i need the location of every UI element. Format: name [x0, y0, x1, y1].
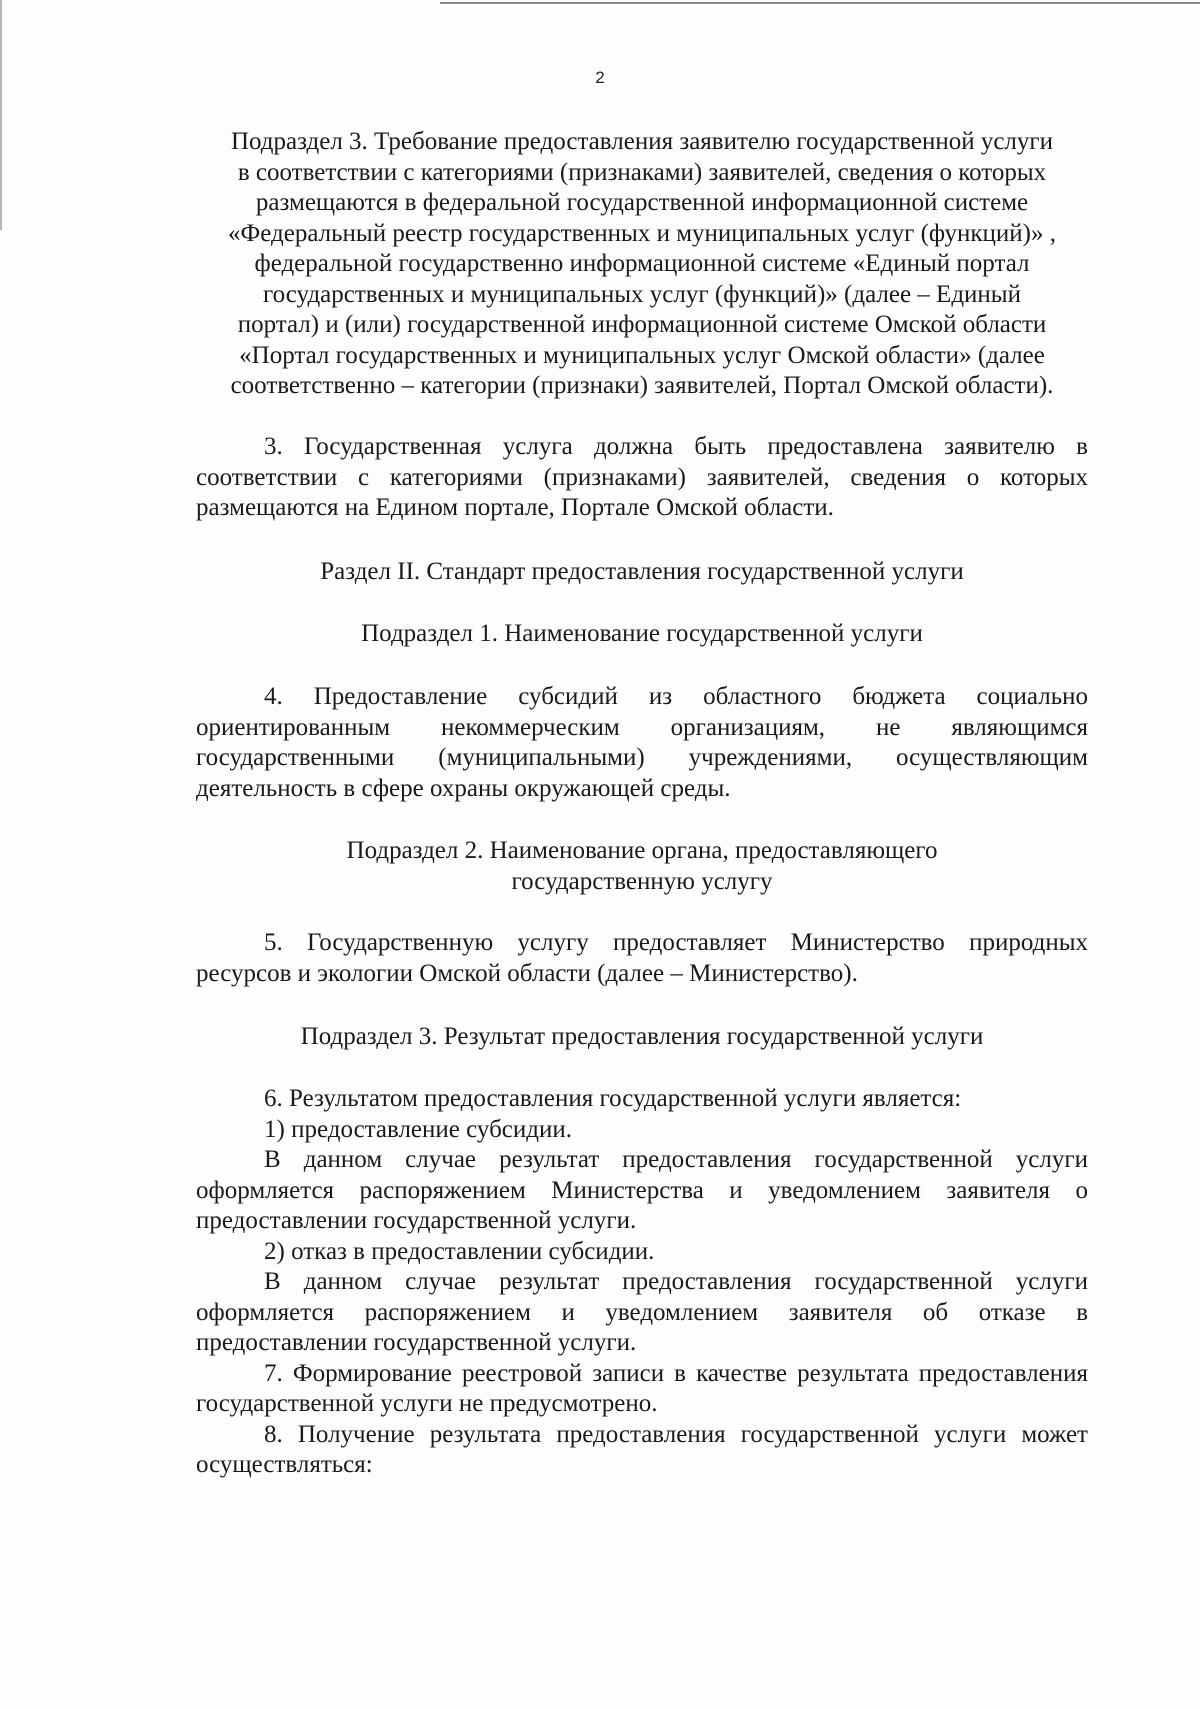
- subsection-3-result-block: [196, 1022, 1088, 1053]
- paragraph-8: 8. Получение результата предоставления государственной услуги может осуществляться:: [196, 1420, 1088, 1478]
- subsection-3-heading: [196, 127, 1088, 402]
- paragraph-3: 3. Государственная услуга должна быть предоставлена заявителю в соответствии с категориями (признаками) заявителей, сведения о которых размещаются на Едином портале, Портале Омской области.: [196, 433, 1088, 521]
- paragraph-6: 6. Результатом предоставления государственной услуги является:: [264, 1085, 962, 1112]
- paragraph-5-block: [196, 928, 1088, 989]
- subsection-2-heading: [196, 836, 1088, 897]
- paragraph-6-block: [196, 1084, 1088, 1481]
- heading-line: Подраздел 3. Требование предоставления заявителю государственной услуги: [230, 128, 1054, 155]
- page-number: 2: [595, 68, 605, 87]
- heading-line: государственных и муниципальных услуг (функций)» (далее – Единый: [263, 280, 1021, 308]
- paragraph-3-block: [196, 432, 1088, 524]
- paragraph-7: 7. Формирование реестровой записи в качестве результата предоставления государственной услуги не предусмотрено.: [196, 1359, 1088, 1417]
- heading-line: размещаются в федеральной государственной информационной системе: [255, 189, 1029, 216]
- heading-line: «Портал государственных и муниципальных услуг Омской области» (далее: [239, 341, 1045, 369]
- heading-line: федеральной государственно информационной системе «Единый портал: [254, 250, 1030, 277]
- subsection-3-result-heading: Подраздел 3. Результат предоставления государственной услуги: [300, 1023, 984, 1050]
- section-2-block: [196, 557, 1088, 588]
- heading-line: в соответствии с категориями (признаками) заявителей, сведения о которых: [237, 158, 1047, 186]
- subsection-1-heading: Подраздел 1. Наименование государственной услуги: [361, 620, 923, 647]
- paragraph-6-item-1-detail: В данном случае результат предоставления государственной услуги оформляется распоряжением Министерства и уведомлением заявителя о предоставлении государственной услуги.: [196, 1146, 1088, 1234]
- subsection-1-block: [196, 619, 1088, 650]
- heading-line: Подраздел 2. Наименование органа, предоставляющего: [346, 837, 938, 864]
- heading-line: государственную услугу: [511, 867, 773, 895]
- section-2-heading: Раздел II. Стандарт предоставления государственной услуги: [320, 558, 964, 585]
- paragraph-5: 5. Государственную услугу предоставляет Министерство природных ресурсов и экологии Омской области (далее – Министерство).: [196, 929, 1088, 987]
- paragraph-4: 4. Предоставление субсидий из областного бюджета социально ориентированным некоммерческим организациям, не являющимся государственными (муниципальными) учреждениями, осуществляющим деятельность в сфере охраны окружающей среды.: [196, 683, 1088, 802]
- scan-edge-left-line: [0, 0, 2, 230]
- paragraph-6-item-2: 2) отказ в предоставлении субсидии.: [264, 1237, 655, 1265]
- heading-line: портал) и (или) государственной информационной системе Омской области: [237, 311, 1047, 338]
- paragraph-4-block: [196, 682, 1088, 804]
- heading-line: «Федеральный реестр государственных и муниципальных услуг (функций)» ,: [228, 219, 1056, 247]
- paragraph-6-item-2-detail: В данном случае результат предоставления государственной услуги оформляется распоряжением и уведомлением заявителя об отказе в предоставлении государственной услуги.: [196, 1268, 1088, 1356]
- scan-edge-top-line: [440, 2, 1200, 4]
- paragraph-6-item-1: 1) предоставление субсидии.: [264, 1115, 572, 1143]
- heading-line: соответственно – категории (признаки) заявителей, Портал Омской области).: [230, 372, 1054, 399]
